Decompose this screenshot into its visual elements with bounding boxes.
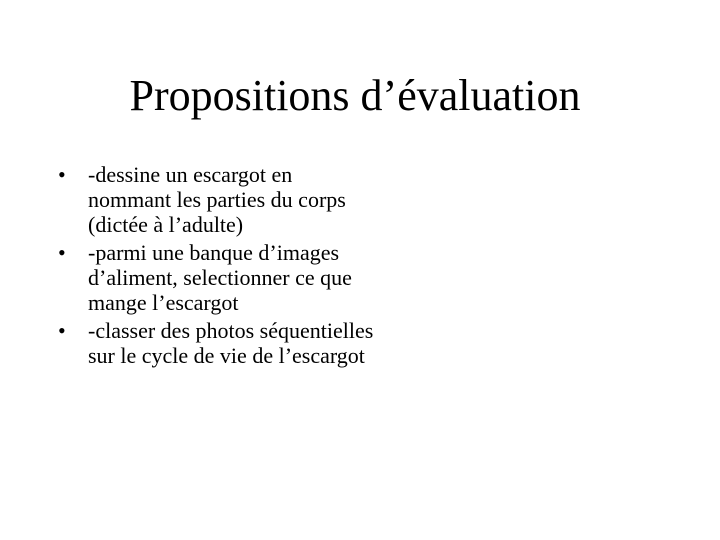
- slide-title: Propositions d’évaluation: [129, 71, 581, 120]
- list-item-text: -classer des photos séquentielles sur le cycle de vie de l’escargot: [88, 318, 374, 368]
- bullet-icon: •: [58, 240, 66, 265]
- list-item-text: -dessine un escargot en nommant les parties du corps (dictée à l’adulte): [88, 162, 346, 237]
- bullet-list: [58, 162, 378, 371]
- list-item: [58, 318, 378, 368]
- bullet-icon: •: [58, 318, 66, 343]
- list-item-text: -parmi une banque d’images d’aliment, selectionner ce que mange l’escargot: [88, 240, 352, 315]
- bullet-icon: •: [58, 162, 66, 187]
- list-item: [58, 240, 378, 315]
- list-item: [58, 162, 378, 237]
